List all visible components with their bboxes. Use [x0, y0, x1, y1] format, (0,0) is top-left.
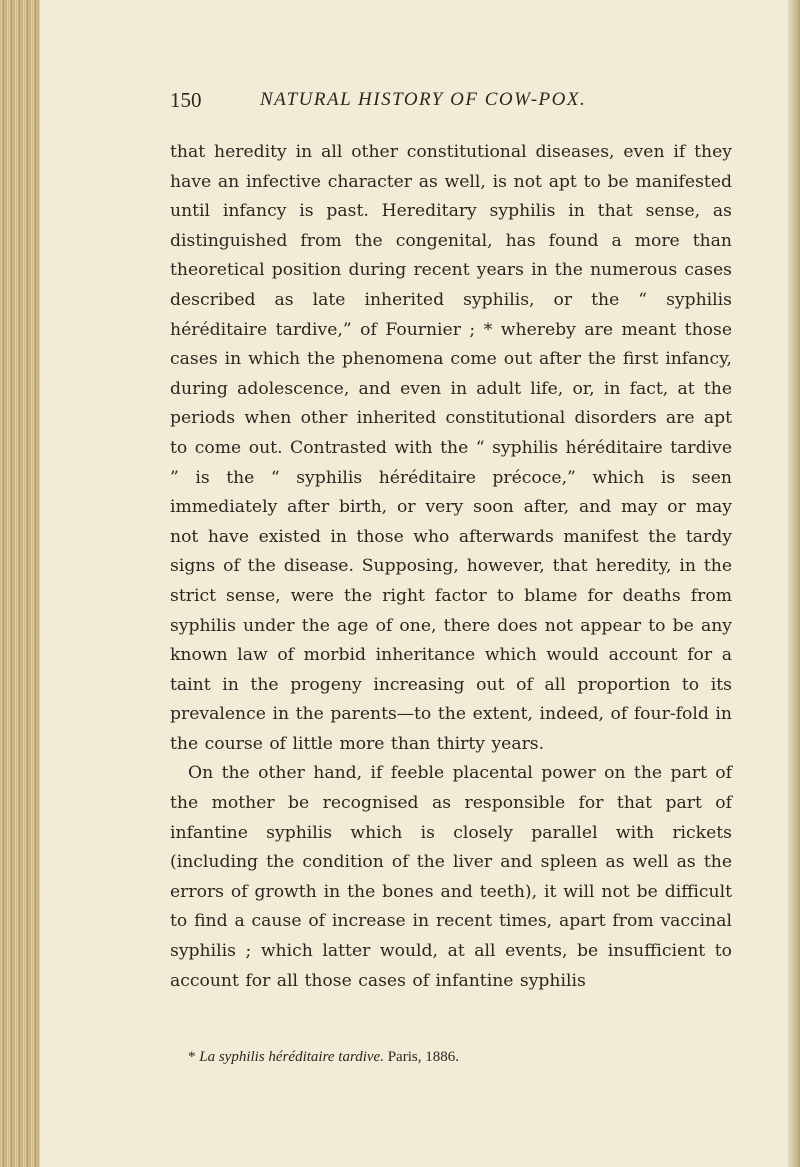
running-title: NATURAL HISTORY OF COW-POX.: [260, 89, 587, 110]
body-text: [170, 138, 732, 996]
page-right-edge: [788, 0, 800, 1167]
paragraph: On the other hand, if feeble placental power on the part of the mother be recognised as responsible for that part of infantine syphilis which is closely parallel with rickets (including the condition of the liver and spleen as well as the errors of growth in the bones and teeth), it will not be difficult to find a cause of increase in recent times, apart from vaccinal syphilis ; which latter would, at all events, be insufficient to account for all those cases of infantine syphilis: [170, 763, 732, 991]
running-header: [170, 88, 730, 118]
footnote-title: La syphilis héréditaire tardive.: [199, 1049, 384, 1065]
paragraph: that heredity in all other constitutional diseases, even if they have an infective character as well, is not apt to be manifested until infancy is past. Hereditary syphilis in that sense, as distinguished from the congenital, has found a more than theoretical position during recent years in the numerous cases described as late inherited syphilis, or the “ syphilis héréditaire tardive,” of Fournier ; * whereby are meant those cases in which the phenomena come out after the first infancy, during adolescence, and even in adult life, or, in fact, at the periods when other inherited constitutional disorders are apt to come out. Contrasted with the “ syphilis héréditaire tardive ” is the “ syphilis héréditaire précoce,” which is seen immediately after birth, or very soon after, and may or may not have existed in those who afterwards manifest the tardy signs of the disease. Supposing, however, that heredity, in the strict sense, were the right factor to blame for deaths from syphilis under the age of one, there does not appear to be any known law of morbid inheritance which would account for a taint in the progeny increasing out of all proportion to its prevalence in the parents—to the extent, indeed, of four-fold in the course of little more than thirty years.: [170, 142, 732, 754]
page-number: 150: [170, 88, 202, 112]
footnote-marker: *: [188, 1049, 196, 1065]
book-spine-edge: [0, 0, 40, 1167]
footnote: [188, 1049, 728, 1066]
footnote-imprint: Paris, 1886.: [387, 1049, 459, 1065]
